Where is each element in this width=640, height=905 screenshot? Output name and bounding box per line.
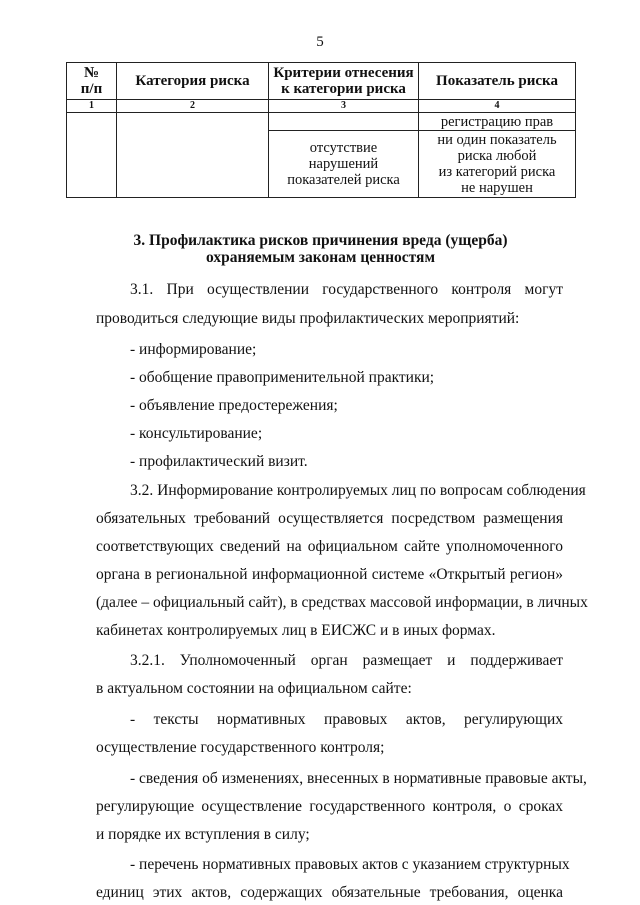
column-number: 2 xyxy=(117,100,269,113)
paragraph-line: проводиться следующие виды профилактических мероприятий: xyxy=(96,310,520,327)
table-cell: отсутствие нарушений показателей риска xyxy=(269,131,419,198)
table-cell xyxy=(67,113,117,198)
table-cell xyxy=(117,113,269,198)
list-item: - обобщение правоприменительной практики; xyxy=(130,369,435,386)
list-item: - объявление предостережения; xyxy=(130,397,338,414)
page-number: 5 xyxy=(316,34,324,50)
section-title-line: охраняемым законам ценностям xyxy=(206,249,435,266)
table-header-row xyxy=(67,63,576,100)
paragraph-line: соответствующих сведений на официальном сайте уполномоченного xyxy=(96,538,563,555)
table-column-numbers xyxy=(67,100,576,113)
section-title-line: 3. Профилактика рисков причинения вреда (ущерба) xyxy=(133,232,508,249)
table-cell xyxy=(269,113,419,131)
paragraph-line: (далее – официальный сайт), в средствах массовой информации, в личных xyxy=(96,594,588,611)
paragraph-line: в актуальном состоянии на официальном сайте: xyxy=(96,680,412,697)
header-number: № п/п xyxy=(67,63,117,100)
risk-table xyxy=(66,62,576,198)
list-item: - информирование; xyxy=(130,341,257,358)
header-indicator: Показатель риска xyxy=(419,63,576,100)
table-cell: ни один показатель риска любой из категорий риска не нарушен xyxy=(419,131,576,198)
paragraph-line: кабинетах контролируемых лиц в ЕИСЖС и в иных формах. xyxy=(96,622,496,639)
paragraph-line: регулирующие осуществление государственного контроля, о сроках xyxy=(96,798,563,815)
paragraph-line: обязательных требований осуществляется посредством размещения xyxy=(96,510,563,527)
paragraph-line: и порядке их вступления в силу; xyxy=(96,826,310,843)
paragraph-line: 3.2. Информирование контролируемых лиц по вопросам соблюдения xyxy=(130,482,586,499)
paragraph-line: - перечень нормативных правовых актов с указанием структурных xyxy=(130,856,570,873)
paragraph-line: - сведения об изменениях, внесенных в нормативные правовые акты, xyxy=(130,770,587,787)
paragraph-line: 3.1. При осуществлении государственного контроля могут xyxy=(130,281,563,298)
paragraph-line: - тексты нормативных правовых актов, регулирующих xyxy=(130,711,563,728)
column-number: 4 xyxy=(419,100,576,113)
list-item: - консультирование; xyxy=(130,425,263,442)
paragraph-line: органа в региональной информационной системе «Открытый регион» xyxy=(96,566,563,583)
column-number: 1 xyxy=(67,100,117,113)
section-title xyxy=(66,232,575,266)
list-item: - профилактический визит. xyxy=(130,453,308,470)
column-number: 3 xyxy=(269,100,419,113)
paragraph-line: 3.2.1. Уполномоченный орган размещает и поддерживает xyxy=(130,652,563,669)
paragraph-line: единиц этих актов, содержащих обязательные требования, оценка xyxy=(96,884,563,901)
header-criteria: Критерии отнесения к категории риска xyxy=(269,63,419,100)
paragraph-line: осуществление государственного контроля; xyxy=(96,739,385,756)
table-row xyxy=(67,113,576,131)
header-category: Категория риска xyxy=(117,63,269,100)
table-cell: регистрацию прав xyxy=(419,113,576,131)
